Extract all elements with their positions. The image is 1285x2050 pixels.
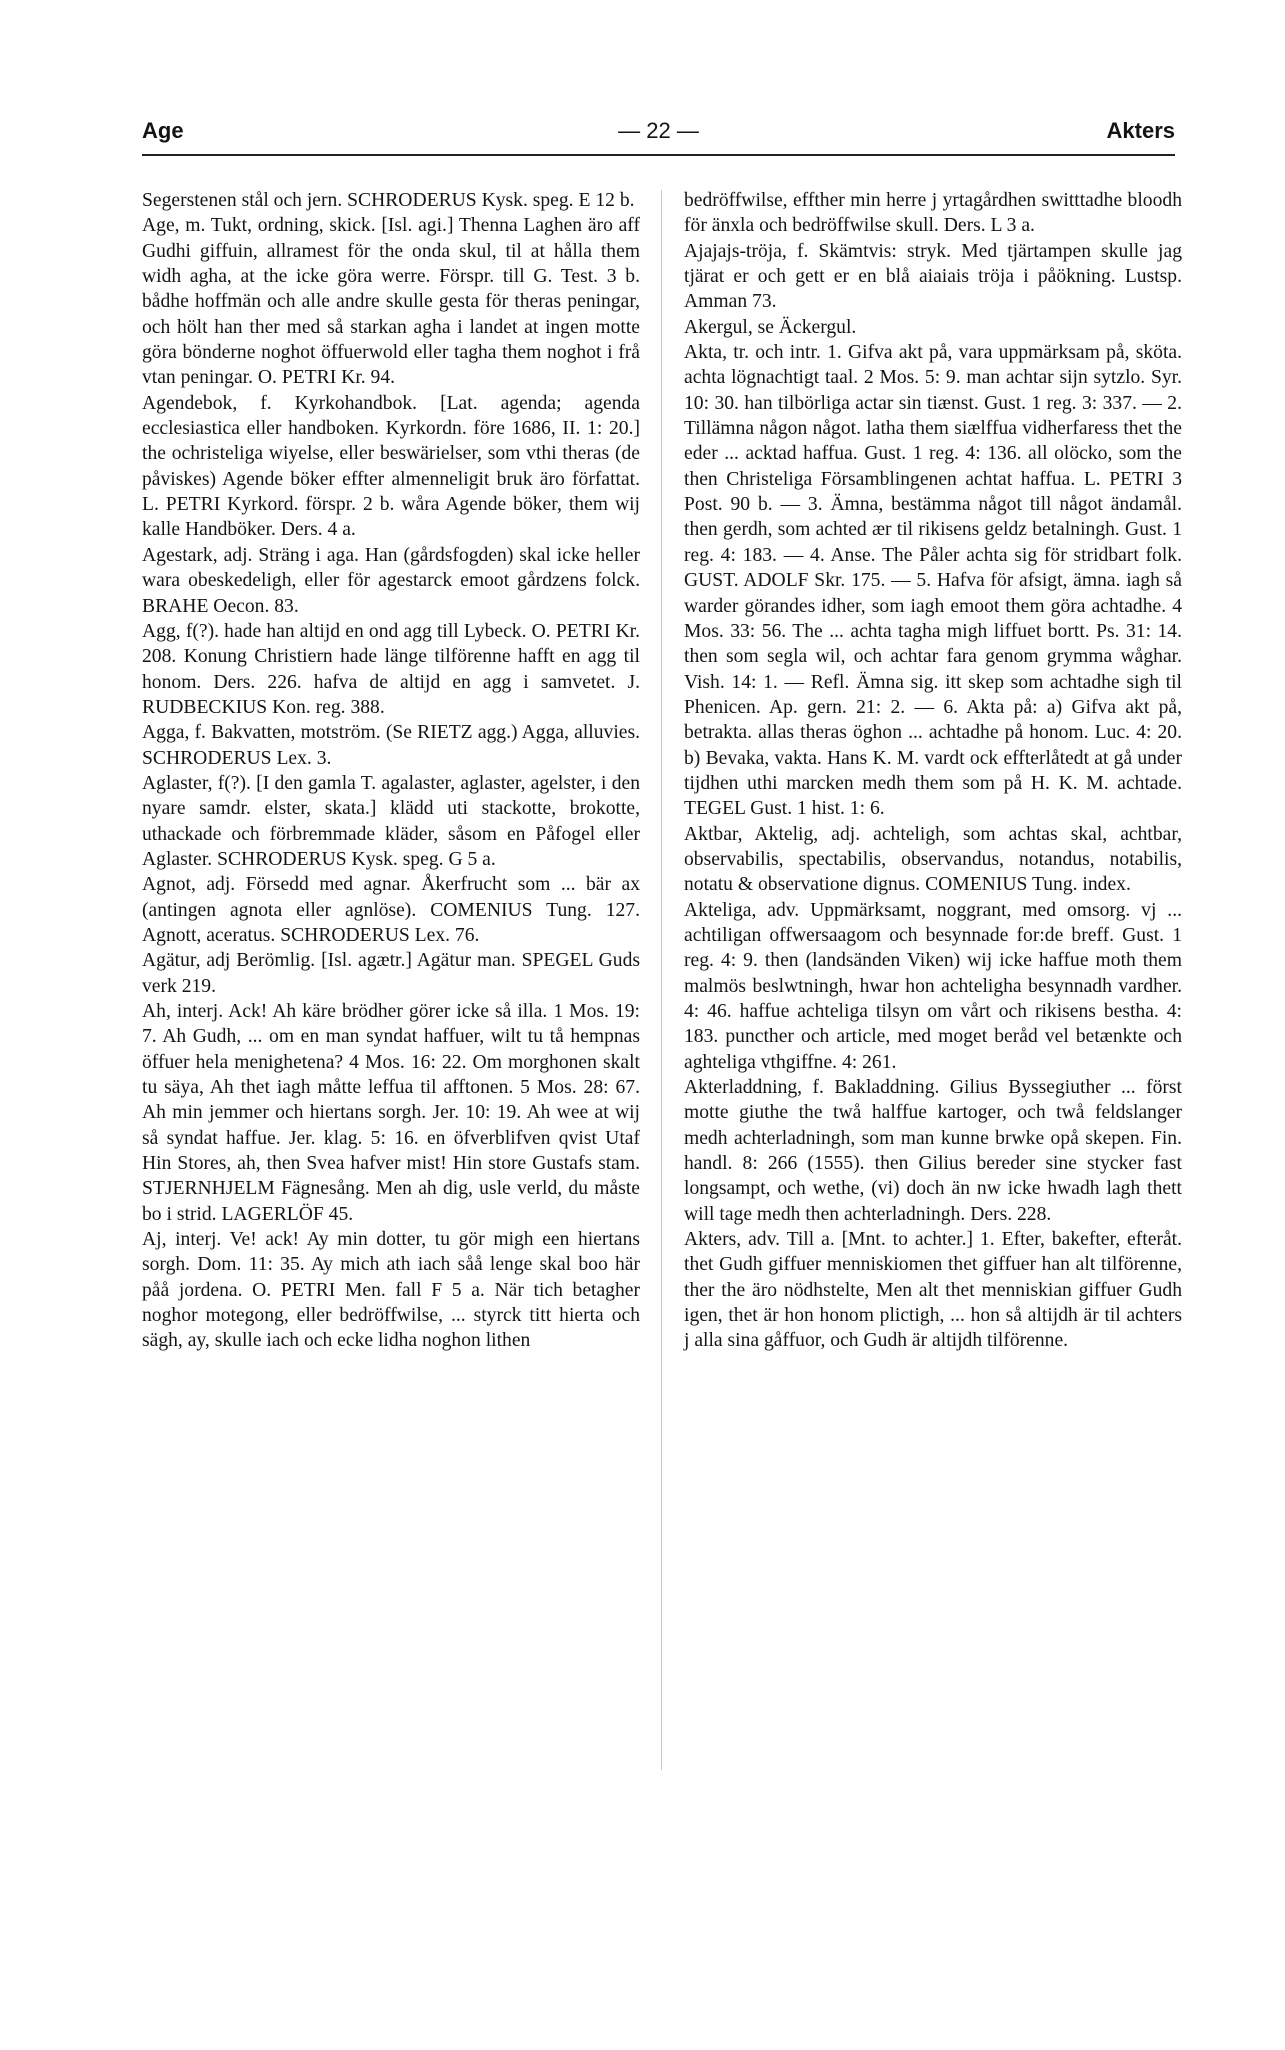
header-right-guideword: Akters: [1106, 118, 1175, 143]
entry-ajajajs-troja: Ajajajs-tröja, f. Skämtvis: stryk. Med tjärtampen skulle jag tjärat er och gett er en blå aiaiais tröja i påökning. Lustsp. Amman 73.: [684, 240, 1182, 313]
entry-ah: Ah, interj. Ack! Ah käre brödher görer icke så illa. 1 Mos. 19: 7. Ah Gudh, ... om en man syndat haffuer, wilt tu tå hempnas öffuer hela menighetena? 4 Mos. 16: 22. Om morghonen skalt tu säya, Ah thet iagh måtte leffua til afftonen. 5 Mos. 28: 67. Ah min jemmer och hiertans sorgh. Jer. 10: 19. Ah wee at wij så syndat haffue. Jer. klag. 5: 16. en öfverblifven qvist Utaf Hin Stores, ah, then Svea hafver mist! Hin store Gustafs stam. STJERNHJELM Fägnesång. Men ah dig, usle verld, du måste bo i strid. LAGERLÖF 45.: [142, 1001, 640, 1225]
entry-agga: Agga, f. Bakvatten, motström. (Se RIETZ agg.) Agga, alluvies. SCHRODERUS Lex. 3.: [142, 722, 640, 769]
entry-agnot: Agnot, adj. Försedd med agnar. Åkerfrucht som ... bär ax (antingen agnota eller agnlöse). COMENIUS Tung. 127. Agnott, aceratus. SCHRODERUS Lex. 76.: [142, 874, 640, 946]
running-header: [142, 118, 1175, 156]
entry-akergul: Akergul, se Äckergul.: [684, 316, 857, 338]
entry-segerstenen: Segerstenen stål och jern. SCHRODERUS Kysk. speg. E 12 b.: [142, 190, 635, 211]
entry-aj: Aj, interj. Ve! ack! Ay min dotter, tu gör migh een hiertans sorgh. Dom. 11: 35. Ay mich ath iach såå lenge skal boo här påå jordena. O. PETRI Men. fall F 5 a. När tich betagher noghor motegong, eller bedröffwilse, ... styrck titt hierta och sägh, ay, skulle iach och ecke lidha noghon lithen: [142, 1229, 640, 1352]
entry-akta: Akta, tr. och intr. 1. Gifva akt på, vara uppmärksam på, sköta. achta lögnachtigt taal. 2 Mos. 5: 9. man achtar sijn sytzlo. Syr. 10: 30. han tilbörliga actar sin tiænst. Gust. 1 reg. 3: 337. — 2. Tillämna någon något. latha them siælffua vidherfaress thet the eder ... acktad haffua. Gust. 1 reg. 4: 136. all olöcko, som the then Christeliga Församblingenen achtat haffua. L. PETRI 3 Post. 90 b. — 3. Ämna, bestämma något till något ändamål. then gerdh, som achted ær til rikisens geldz betalningh. Gust. 1 reg. 4: 183. — 4. Anse. The Påler achta sig för stridbart folk. GUST. ADOLF Skr. 175. — 5. Hafva för afsigt, ämna. iagh så warder görandes idher, som iagh emoot them göra achtadhe. 4 Mos. 33: 56. The ... achta tagha migh liffuet bortt. Ps. 31: 14. then som segla wil, och achtar fara genom grymma wåghar. Vish. 14: 1. — Refl. Ämna sig. itt skep som achtadhe sigh til Phenicen. Ap. gern. 21: 2. — 6. Akta på: a) Gifva akt på, betrakta. allas theras öghon ... achtadhe på honom. Luc. 4: 20. b) Bevaka, vakta. Hans K. M. vardt ock effterlåtedt at gå under tijdhen uthi marcken medh them som på H. K. M. achtade. TEGEL Gust. 1 hist. 1: 6.: [684, 342, 1182, 820]
entry-agatur: Agätur, adj Berömlig. [Isl. agætr.] Agätur man. SPEGEL Guds verk 219.: [142, 950, 640, 997]
header-left-guideword: Age: [142, 118, 184, 143]
entry-akterladdning: Akterladdning, f. Bakladdning. Gilius Byssegiuther ... först motte giuthe the twå halffue kartoger, och twå feldslanger medh achterladningh, som man kunne brwke opå skepen. Fin. handl. 8: 266 (1555). then Gilius bereder sine stycker fast longsampt, och wethe, (vi) doch än nw icke hwadh lagh thett will tage medh then achterladningh. Ders. 228.: [684, 1077, 1182, 1225]
entry-age: Age, m. Tukt, ordning, skick. [Isl. agi.] Thenna Laghen äro aff Gudhi giffuin, allramest för the onda skul, til at hålla them widh agha, at the icke göra werre. Förspr. till G. Test. 3 b. bådhe hoffmän och alle andre skulle gesta för theras peningar, och hölt han ther med så starkan agha i landet at ingen motte göra bönderne noghot öffuerwold eller tagha them noghot i frå vtan peningar. O. PETRI Kr. 94.: [142, 215, 640, 389]
right-column: [684, 188, 1182, 1354]
entry-aglaster: Aglaster, f(?). [I den gamla T. agalaster, aglaster, agelster, i den nyare samdr. elster, skata.] klädd uti stackotte, brokotte, uthackade och förbremmade kläder, såsom en Påfogel eller Aglaster. SCHRODERUS Kysk. speg. G 5 a.: [142, 772, 640, 870]
entry-agestark: Agestark, adj. Sträng i aga. Han (gårdsfogden) skal icke heller wara obeskedeligh, eller för agestarck emoot gårdzens folck. BRAHE Oecon. 83.: [142, 544, 640, 617]
page-number: — 22 —: [618, 118, 699, 143]
left-column: [142, 188, 640, 1354]
entry-akteliga: Akteliga, adv. Uppmärksamt, noggrant, med omsorg. vj ... achtiligan offwersaagom och besynnade for:de breff. Gust. 1 reg. 4: 9. then (landsänden Viken) wij icke haffue moth them malmös beslwtningh, hwar hon achteligha besynnadh vardher. 4: 46. haffue achteliga tilsyn om vårt och rikisens bestha. 4: 183. puncther och article, med moget beråd vel betænkte och aghteliga vthgiffne. 4: 261.: [684, 899, 1182, 1073]
entry-akters: Akters, adv. Till a. [Mnt. to achter.] 1. Efter, bakefter, efteråt. thet Gudh giffuer menniskiomen thet giffuer han alt tilförenne, ther the äro nödhstelte, Men alt thet menniskian giffuer Gudh igen, thet är hon honom plictigh, ... hon så altijdh är til achters j alla sina gåffuor, och Gudh är altijdh tilförenne.: [684, 1229, 1182, 1352]
entry-continuation: bedröffwilse, effther min herre j yrtagårdhen switttadhe bloodh för änxla och bedröffwilse skull. Ders. L 3 a.: [684, 190, 1182, 237]
entry-aktbar: Aktbar, Aktelig, adj. achteligh, som achtas skal, achtbar, observabilis, spectabilis, observandus, notandus, notabilis, notatu & observatione dignus. COMENIUS Tung. index.: [684, 823, 1182, 896]
entry-agendebok: Agendebok, f. Kyrkohandbok. [Lat. agenda; agenda ecclesiastica eller handboken. Kyrkordn. före 1686, II. 1: 20.] the ochristeliga wiyelse, eller beswärielser, som vthi theras (de påviskes) Agende böker effter almenneligit bruk äro författat. L. PETRI Kyrkord. förspr. 2 b. wåra Agende böker, them wij kalle Handböker. Ders. 4 a.: [142, 392, 640, 541]
column-divider: [661, 190, 662, 1770]
entry-agg: Agg, f(?). hade han altijd en ond agg till Lybeck. O. PETRI Kr. 208. Konung Christiern hade länge tilförenne hafft en agg til honom. Ders. 226. hafva de altijd en agg i samvetet. J. RUDBECKIUS Kon. reg. 388.: [142, 620, 640, 718]
